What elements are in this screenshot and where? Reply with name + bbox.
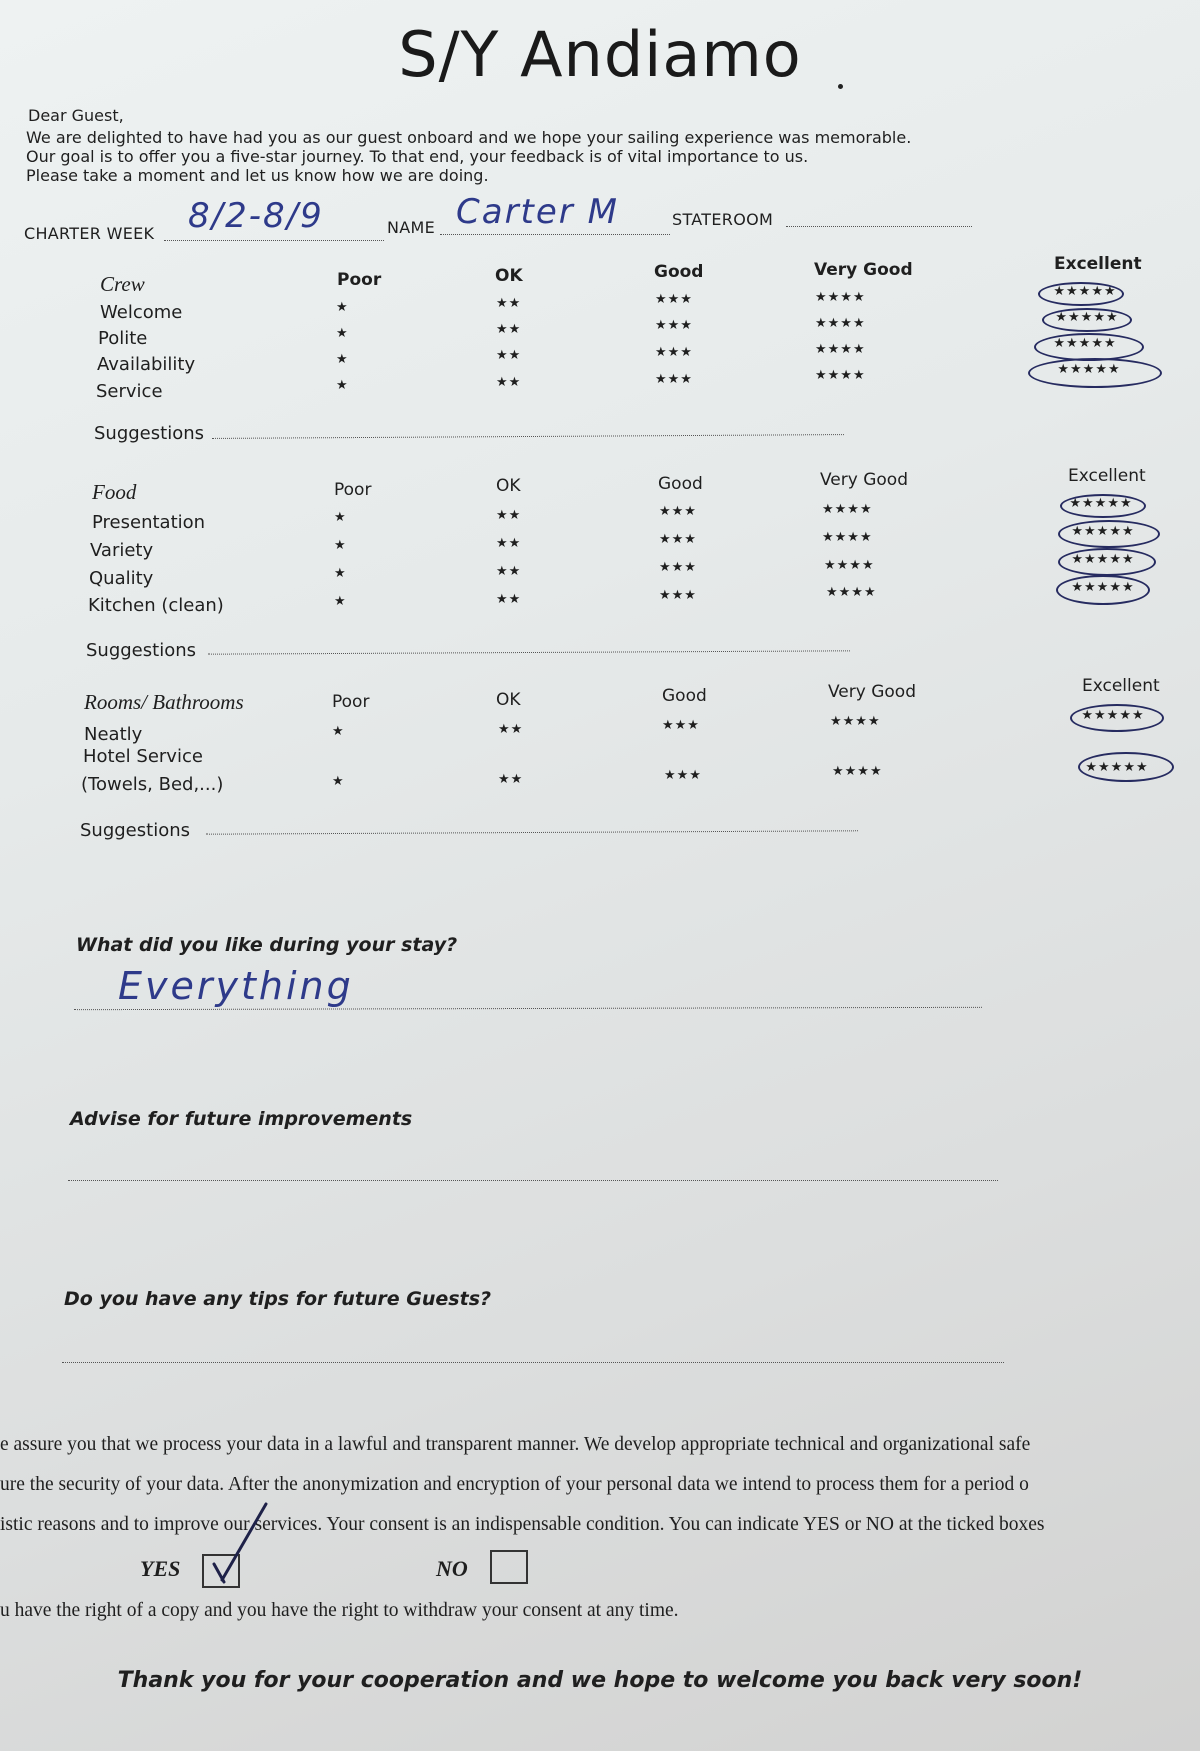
food-rating-5[interactable]: ★★★★★ bbox=[1071, 580, 1135, 595]
name-field[interactable]: Carter M bbox=[456, 192, 619, 232]
crew-row-label: Polite bbox=[98, 328, 148, 349]
crew-rating-4[interactable]: ★★★★ bbox=[815, 290, 866, 305]
yes-label: YES bbox=[140, 1556, 181, 1581]
tips-line bbox=[62, 1362, 1004, 1363]
rooms-col-excellent: Excellent bbox=[1082, 676, 1160, 696]
crew-rating-3[interactable]: ★★★ bbox=[655, 318, 693, 333]
crew-rating-4[interactable]: ★★★★ bbox=[815, 342, 866, 357]
crew-rating-2[interactable]: ★★ bbox=[496, 322, 522, 337]
title-mark bbox=[838, 84, 843, 89]
food-rating-5[interactable]: ★★★★★ bbox=[1071, 524, 1135, 539]
advise-line bbox=[68, 1180, 998, 1181]
greeting: Dear Guest, bbox=[28, 106, 124, 125]
rooms-rating-3[interactable]: ★★★ bbox=[664, 768, 702, 783]
food-rating-2[interactable]: ★★ bbox=[496, 592, 522, 607]
consent-text-line: istic reasons and to improve our services. Your consent is an indispensable condition. You can indicate YES or NO at the ticked boxes bbox=[0, 1514, 1045, 1535]
crew-rating-2[interactable]: ★★ bbox=[496, 296, 522, 311]
rooms-rating-1[interactable]: ★ bbox=[332, 774, 345, 789]
consent-text-line: e assure you that we process your data in a lawful and transparent manner. We develop appropriate technical and organizational safe bbox=[0, 1434, 1031, 1455]
selection-circle bbox=[1070, 704, 1164, 732]
intro-line: Please take a moment and let us know how we are doing. bbox=[26, 166, 489, 185]
consent-rights-text: u have the right of a copy and you have the right to withdraw your consent at any time. bbox=[0, 1600, 679, 1621]
food-col-ok: OK bbox=[496, 476, 521, 496]
consent-text-line: ure the security of your data. After the anonymization and encryption of your personal data we intend to process them for a period o bbox=[0, 1474, 1029, 1495]
crew-heading: Crew bbox=[100, 272, 145, 296]
food-rating-3[interactable]: ★★★ bbox=[659, 588, 697, 603]
crew-rating-3[interactable]: ★★★ bbox=[655, 372, 693, 387]
selection-circle bbox=[1028, 358, 1162, 388]
no-checkbox[interactable] bbox=[490, 1550, 528, 1584]
rooms-suggestions-field[interactable] bbox=[206, 830, 858, 834]
stateroom-line bbox=[786, 226, 972, 227]
crew-rating-3[interactable]: ★★★ bbox=[655, 345, 693, 360]
food-col-good: Good bbox=[658, 474, 703, 494]
food-rating-5[interactable]: ★★★★★ bbox=[1071, 552, 1135, 567]
food-rating-2[interactable]: ★★ bbox=[496, 536, 522, 551]
food-rating-1[interactable]: ★ bbox=[334, 566, 347, 581]
food-row-label: Presentation bbox=[92, 512, 206, 533]
food-rating-4[interactable]: ★★★★ bbox=[826, 585, 877, 600]
rooms-rating-2[interactable]: ★★ bbox=[498, 722, 524, 737]
crew-suggestions-field[interactable] bbox=[212, 434, 844, 439]
food-row-label: Variety bbox=[90, 540, 154, 561]
rooms-rating-2[interactable]: ★★ bbox=[498, 772, 524, 787]
tips-question: Do you have any tips for future Guests? bbox=[64, 1288, 492, 1310]
food-rating-4[interactable]: ★★★★ bbox=[824, 558, 875, 573]
rooms-rating-1[interactable]: ★ bbox=[332, 724, 345, 739]
crew-col-very-good: Very Good bbox=[814, 260, 913, 280]
crew-rating-5[interactable]: ★★★★★ bbox=[1055, 310, 1119, 325]
food-rating-2[interactable]: ★★ bbox=[496, 508, 522, 523]
crew-col-good: Good bbox=[654, 262, 704, 282]
charter-week-label: CHARTER WEEK bbox=[24, 224, 155, 243]
crew-col-excellent: Excellent bbox=[1054, 254, 1142, 274]
food-suggestions-label: Suggestions bbox=[86, 640, 196, 661]
liked-question: What did you like during your stay? bbox=[76, 934, 458, 956]
selection-circle bbox=[1038, 282, 1124, 306]
rooms-suggestions-label: Suggestions bbox=[80, 820, 190, 841]
food-heading: Food bbox=[92, 480, 137, 504]
selection-circle bbox=[1058, 548, 1156, 576]
crew-suggestions-label: Suggestions bbox=[94, 423, 204, 444]
charter-week-field[interactable]: 8/2-8/9 bbox=[188, 196, 324, 236]
crew-col-ok: OK bbox=[495, 266, 523, 286]
food-row-label: Kitchen (clean) bbox=[88, 595, 224, 616]
selection-circle bbox=[1058, 520, 1160, 548]
rooms-rating-5[interactable]: ★★★★★ bbox=[1081, 708, 1145, 723]
liked-answer[interactable]: Everything bbox=[118, 964, 354, 1008]
crew-rating-4[interactable]: ★★★★ bbox=[815, 316, 866, 331]
charter-week-line bbox=[164, 240, 384, 241]
selection-circle bbox=[1056, 575, 1150, 605]
rooms-rating-4[interactable]: ★★★★ bbox=[830, 714, 881, 729]
crew-rating-1[interactable]: ★ bbox=[336, 378, 349, 393]
food-rating-4[interactable]: ★★★★ bbox=[822, 502, 873, 517]
rooms-rating-3[interactable]: ★★★ bbox=[662, 718, 700, 733]
crew-rating-3[interactable]: ★★★ bbox=[655, 292, 693, 307]
form-title: S/Y Andiamo bbox=[398, 18, 802, 91]
rooms-col-very-good: Very Good bbox=[828, 682, 916, 702]
rooms-col-ok: OK bbox=[496, 690, 521, 710]
crew-rating-5[interactable]: ★★★★★ bbox=[1053, 336, 1117, 351]
stateroom-label: STATEROOM bbox=[672, 210, 774, 229]
rooms-col-poor: Poor bbox=[332, 692, 370, 712]
selection-circle bbox=[1034, 333, 1144, 361]
food-rating-1[interactable]: ★ bbox=[334, 594, 347, 609]
crew-rating-5[interactable]: ★★★★★ bbox=[1053, 284, 1117, 299]
crew-rating-2[interactable]: ★★ bbox=[496, 348, 522, 363]
food-rating-3[interactable]: ★★★ bbox=[659, 532, 697, 547]
crew-col-poor: Poor bbox=[337, 270, 382, 290]
food-rating-1[interactable]: ★ bbox=[334, 510, 347, 525]
selection-circle bbox=[1042, 308, 1132, 332]
rooms-rating-5[interactable]: ★★★★★ bbox=[1085, 760, 1149, 775]
thank-you-note: Thank you for your cooperation and we hope to welcome you back very soon! bbox=[117, 1668, 1083, 1693]
food-rating-4[interactable]: ★★★★ bbox=[822, 530, 873, 545]
name-line bbox=[440, 234, 670, 235]
selection-circle bbox=[1060, 494, 1146, 518]
check-stroke-icon bbox=[214, 1500, 274, 1584]
food-rating-5[interactable]: ★★★★★ bbox=[1069, 496, 1133, 511]
rooms-row-label: Hotel Service bbox=[83, 746, 203, 767]
food-rating-3[interactable]: ★★★ bbox=[659, 560, 697, 575]
rooms-row-label: (Towels, Bed,...) bbox=[81, 774, 224, 795]
crew-rating-4[interactable]: ★★★★ bbox=[815, 368, 866, 383]
food-col-very-good: Very Good bbox=[820, 470, 908, 490]
no-label: NO bbox=[436, 1556, 468, 1581]
rooms-col-good: Good bbox=[662, 686, 707, 706]
food-suggestions-field[interactable] bbox=[208, 650, 850, 654]
crew-rating-1[interactable]: ★ bbox=[336, 326, 349, 341]
crew-rating-1[interactable]: ★ bbox=[336, 352, 349, 367]
rooms-rating-4[interactable]: ★★★★ bbox=[832, 764, 883, 779]
crew-row-label: Availability bbox=[97, 354, 196, 375]
food-col-poor: Poor bbox=[334, 480, 372, 500]
crew-row-label: Welcome bbox=[100, 302, 183, 323]
name-label: NAME bbox=[387, 218, 436, 237]
advise-question: Advise for future improvements bbox=[70, 1108, 413, 1130]
food-row-label: Quality bbox=[89, 568, 154, 589]
crew-rating-5[interactable]: ★★★★★ bbox=[1057, 362, 1121, 377]
food-col-excellent: Excellent bbox=[1068, 466, 1146, 486]
intro-line: Our goal is to offer you a five-star journey. To that end, your feedback is of vital importance to us. bbox=[26, 147, 809, 166]
rooms-row-label: Neatly bbox=[84, 724, 143, 745]
food-rating-3[interactable]: ★★★ bbox=[659, 504, 697, 519]
selection-circle bbox=[1078, 752, 1174, 782]
rooms-heading: Rooms/ Bathrooms bbox=[84, 690, 244, 714]
crew-row-label: Service bbox=[96, 381, 163, 402]
intro-line: We are delighted to have had you as our guest onboard and we hope your sailing experience was memorable. bbox=[26, 128, 912, 147]
food-rating-2[interactable]: ★★ bbox=[496, 564, 522, 579]
food-rating-1[interactable]: ★ bbox=[334, 538, 347, 553]
intro-paragraph bbox=[26, 128, 1006, 185]
crew-rating-1[interactable]: ★ bbox=[336, 300, 349, 315]
crew-rating-2[interactable]: ★★ bbox=[496, 375, 522, 390]
